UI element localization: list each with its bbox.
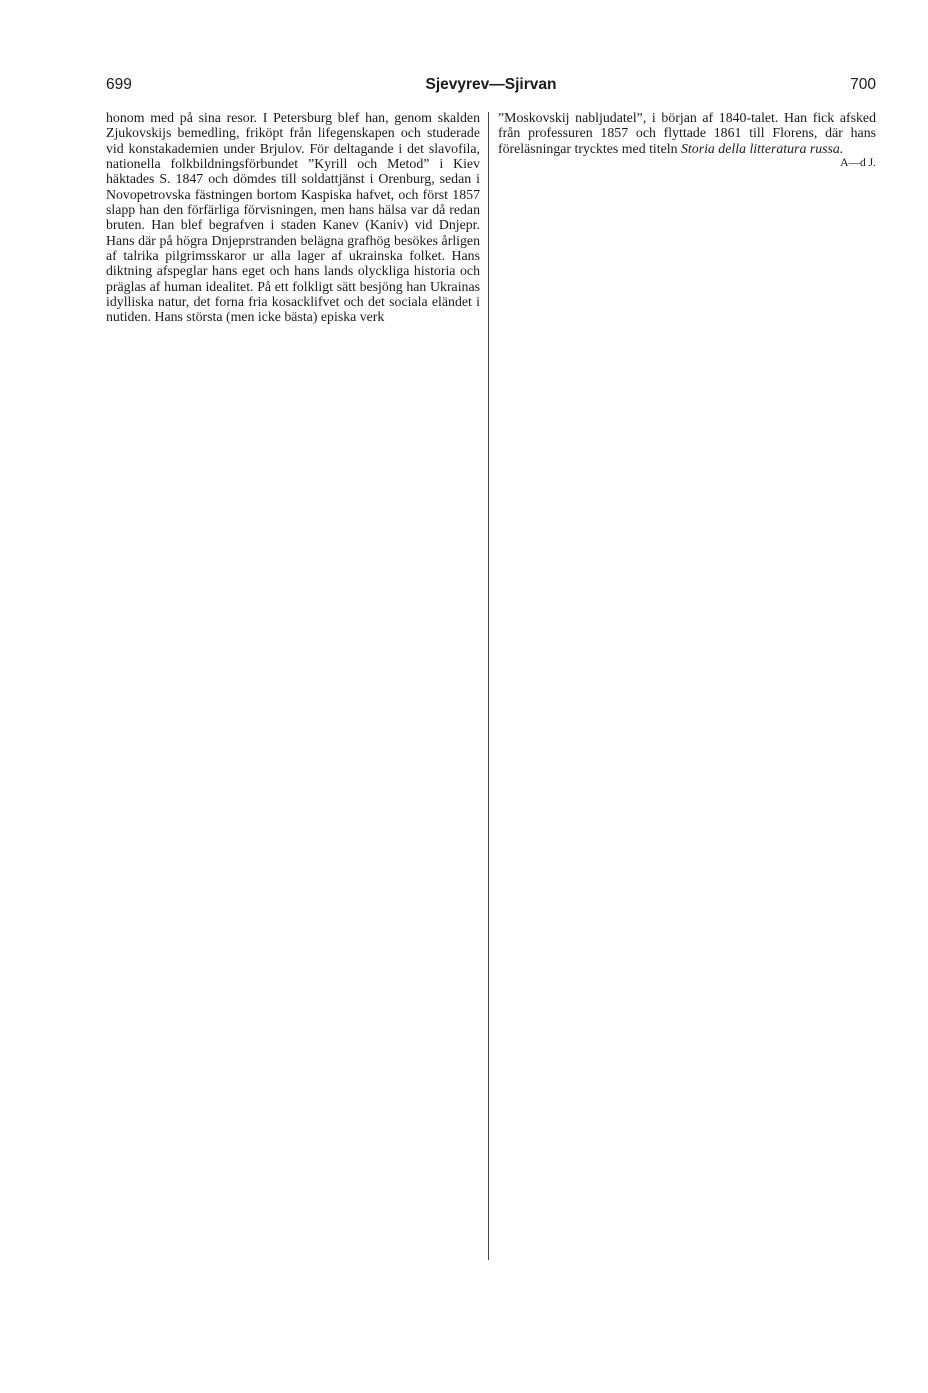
running-title: Sjevyrev—Sjirvan — [425, 76, 557, 93]
page-number-right: 700 — [850, 76, 876, 93]
intro-text: honom med på sina resor. I Petersburg blef han, genom skalden Zjukovskijs bemedling, friköpt från lifegenskapen och studerade vid konstakademien under Brjulov. För deltagande i det slavofila, nationella folkbildningsförbundet ”Kyrill och Metod” i Kiev häktades S. 1847 och dömdes till soldattjänst i Orenburg, sedan i Novopetrovska fästningen bortom Kaspiska hafvet, och först 1857 slapp han den förfärliga förvisningen, men hans hälsa var då redan bruten. Han blef begrafven i staden Kanev (Kaniv) vid Dnjepr. Hans där på högra Dnjeprstranden belägna grafhög besökes årligen af talrika pilgrimsskaror ur alla lager af ukrainska folket. Hans diktning afspeglar hans eget och hans lands olyckliga historia och präglas af human idealitet. På ett folkligt sätt besjöng han Ukrainas idylliska natur, det forna fria kosacklifvet och det sociala eländet i nutiden. Hans största (men icke bästa) episka verk — [106, 110, 480, 325]
paragraph-shevchenko — [106, 110, 480, 325]
paragraph-continuation: ”Moskovskij nabljudatel”, i början af 1840-talet. Han fick afsked från professuren 1857 och flyttade 1861 till Florens, där hans föreläsningar trycktes med titeln Storia della litteratura russa. A—d J. — [498, 110, 876, 156]
right-column — [498, 110, 876, 1370]
left-column — [106, 110, 480, 1370]
column-divider — [488, 112, 489, 1260]
signature: A—d J. — [840, 157, 876, 170]
page-number-left: 699 — [106, 76, 132, 93]
page-header — [106, 76, 876, 100]
